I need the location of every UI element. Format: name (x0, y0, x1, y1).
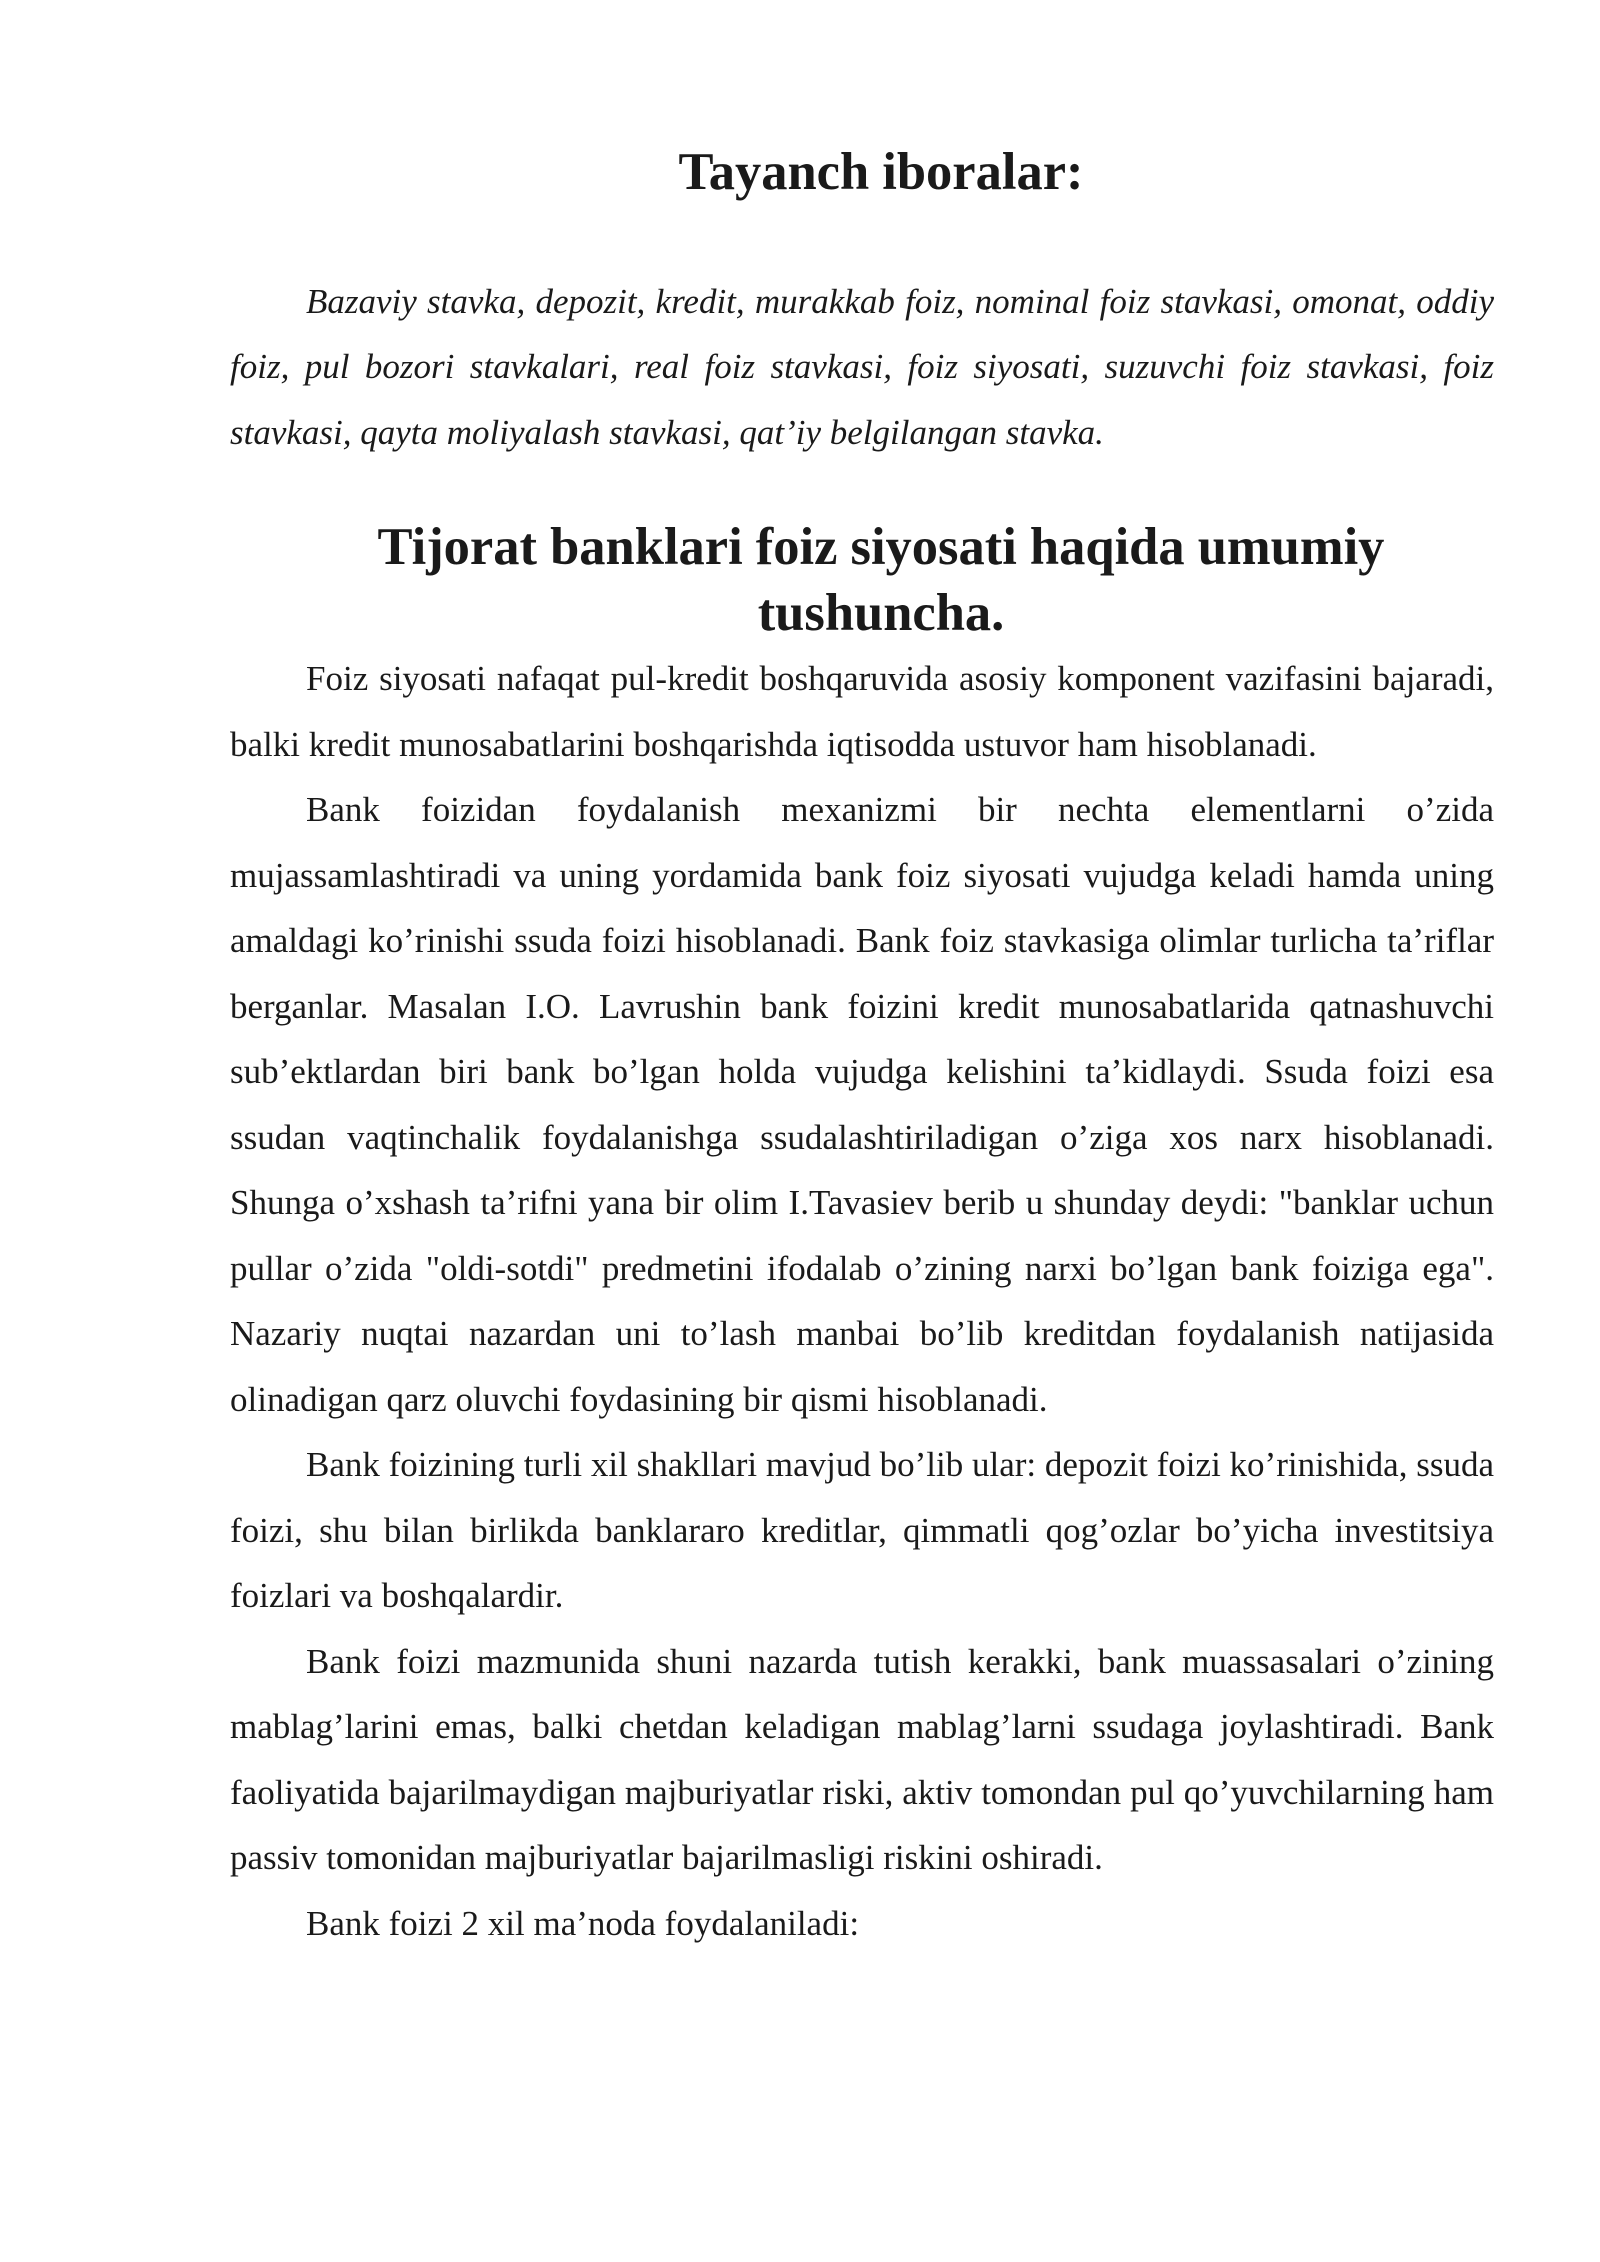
paragraph-2: Bank foizidan foydalanish mexanizmi bir nechta elementlarni o’zida mujassamlashtiradi va uning yordamida bank foiz siyosati vujudga keladi hamda uning amaldagi ko’rinishi ssuda foizi hisoblanadi. Bank foiz stavkasiga olimlar turlicha ta’riflar berganlar. Masalan I.O. Lavrushin bank foizini kredit munosabatlarida qatnashuvchi sub’ektlardan biri bank bo’lgan holda vujudga kelishini ta’kidlaydi. Ssuda foizi esa ssudan vaqtinchalik foydalanishga ssudalashtiriladigan o’ziga xos narx hisoblanadi. Shunga o’xshash ta’rifni yana bir olim I.Tavasiev berib u shunday deydi: "banklar uchun pullar o’zida "oldi-sotdi" predmetini ifodalab o’zining narxi bo’lgan bank foiziga ega". Nazariy nuqtai nazardan uni to’lash manbai bo’lib kreditdan foydalanish natijasida olinadigan qarz oluvchi foydasining bir qismi hisoblanadi. (230, 790, 1494, 1419)
paragraph-5: Bank foizi 2 xil ma’noda foydalaniladi: (306, 1903, 860, 1943)
section-title: Tijorat banklari foiz siyosati haqida umumiy tushuncha. (377, 518, 1385, 642)
paragraph-1: Foiz siyosati nafaqat pul-kredit boshqaruvida asosiy komponent vazifasini bajaradi, balki kredit munosabatlarini boshqarishda iqtisodda ustuvor ham hisoblanadi. (230, 659, 1494, 764)
paragraph-4: Bank foizi mazmunida shuni nazarda tutish kerakki, bank muassasalari o’zining mablag’larini emas, balki chetdan keladigan mablag’larni ssudaga joylashtiradi. Bank faoliyatida bajarilmaydigan majburiyatlar riski, aktiv tomondan pul qo’yuvchilarning ham passiv tomonidan majburiyatlar bajarilmasligi riskini oshiradi. (230, 1641, 1494, 1877)
paragraph-3: Bank foizining turli xil shakllari mavjud bo’lib ular: depozit foizi ko’rinishida, ssuda foizi, shu bilan birlikda banklararo kreditlar, qimmatli qog’ozlar bo’yicha investitsiya foizlari va boshqalardir. (230, 1445, 1494, 1615)
document-page (230, 140, 1494, 1956)
keywords-paragraph: Bazaviy stavka, depozit, kredit, murakkab foiz, nominal foiz stavkasi, omonat, oddiy foiz, pul bozori stavkalari, real foiz stavkasi, foiz siyosati, suzuvchi foiz stavkasi, foiz stavkasi, qayta moliyalash stavkasi, qat’iy belgilangan stavka. (230, 281, 1494, 452)
keywords-heading: Tayanch iboralar: (678, 143, 1084, 201)
